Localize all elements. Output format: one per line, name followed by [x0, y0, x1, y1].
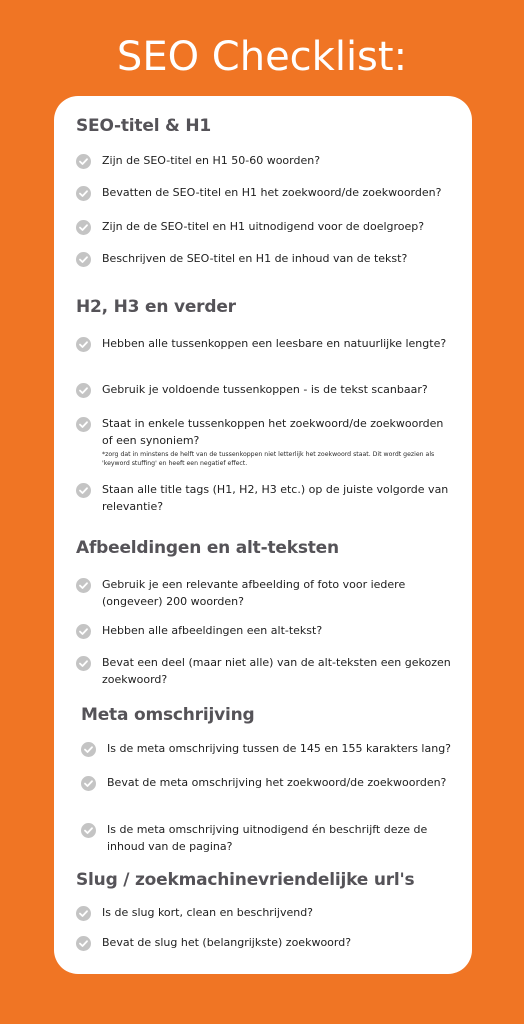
section-heading: Slug / zoekmachinevriendelijke url's — [76, 870, 415, 890]
check-icon — [76, 906, 91, 921]
section-heading: SEO-titel & H1 — [76, 116, 212, 136]
section-slug — [76, 870, 466, 949]
check-icon — [81, 742, 96, 757]
check-icon — [76, 624, 91, 639]
item-text: Hebben alle afbeeldingen een alt-tekst? — [102, 624, 323, 637]
item-text: Gebruik je voldoende tussenkoppen - is de tekst scanbaar? — [102, 383, 428, 396]
section-afbeeldingen — [76, 538, 466, 686]
check-icon — [76, 337, 91, 352]
item-text: Hebben alle tussenkoppen een leesbare en natuurlijke lengte? — [102, 337, 447, 350]
item-text: Zijn de SEO-titel en H1 50-60 woorden? — [102, 154, 321, 167]
section-heading: Afbeeldingen en alt-teksten — [76, 538, 339, 558]
item-text: Is de meta omschrijving uitnodigend én beschrijft deze de inhoud van de pagina? — [107, 823, 428, 853]
section-meta — [81, 705, 471, 853]
check-icon — [76, 578, 91, 593]
check-icon — [76, 383, 91, 398]
section-heading: Meta omschrijving — [81, 705, 255, 725]
item-text: Is de slug kort, clean en beschrijvend? — [102, 906, 314, 919]
section-h2-h3 — [76, 297, 466, 513]
check-icon — [76, 483, 91, 498]
section-heading: H2, H3 en verder — [76, 297, 236, 317]
page-title: SEO Checklist: — [116, 34, 408, 80]
item-text: Bevat de slug het (belangrijkste) zoekwoord? — [102, 936, 352, 949]
check-icon — [76, 936, 91, 951]
check-icon — [76, 417, 91, 432]
item-text: Bevat een deel (maar niet alle) van de alt-teksten een gekozen zoekwoord? — [102, 656, 451, 686]
check-icon — [76, 656, 91, 671]
item-text: Beschrijven de SEO-titel en H1 de inhoud van de tekst? — [102, 252, 408, 265]
item-text — [102, 415, 452, 468]
check-icon — [81, 776, 96, 791]
check-icon — [81, 823, 96, 838]
item-text: Bevatten de SEO-titel en H1 het zoekwoord/de zoekwoorden? — [102, 186, 442, 199]
item-main-text: Staat in enkele tussenkoppen het zoekwoord/de zoekwoorden of een synoniem? — [102, 417, 444, 447]
check-icon — [76, 186, 91, 201]
item-text: Is de meta omschrijving tussen de 145 en 155 karakters lang? — [107, 742, 452, 755]
item-text: Zijn de de SEO-titel en H1 uitnodigend voor de doelgroep? — [102, 220, 425, 233]
item-footnote: *zorg dat in minstens de helft van de tussenkoppen niet letterlijk het zoekwoord staat. Dit wordt gezien als 'keyword stuffing' en heeft een negatief effect. — [102, 451, 435, 467]
section-seo-titel — [76, 116, 466, 265]
item-text: Gebruik je een relevante afbeelding of foto voor iedere (ongeveer) 200 woorden? — [102, 578, 406, 608]
check-icon — [76, 220, 91, 235]
item-text: Staan alle title tags (H1, H2, H3 etc.) op de juiste volgorde van relevantie? — [102, 483, 449, 513]
item-text: Bevat de meta omschrijving het zoekwoord/de zoekwoorden? — [107, 776, 447, 789]
check-icon — [76, 252, 91, 267]
check-icon — [76, 154, 91, 169]
